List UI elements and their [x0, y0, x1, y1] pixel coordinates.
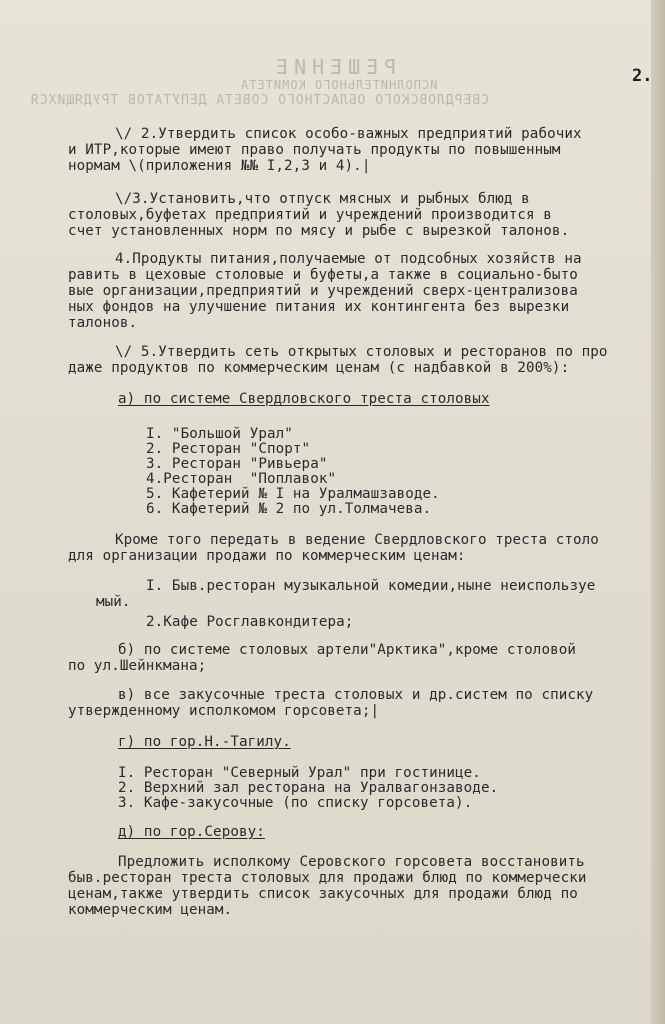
text-line: Кроме того передать в ведение Свердловского треста столо	[115, 532, 599, 548]
text-line: б) по системе столовых артели"Арктика",кроме столовой	[118, 642, 577, 658]
list-item: 2.Кафе Росглавкондитера;	[146, 614, 354, 630]
text-line: в) все закусочные треста столовых и др.систем по списку	[118, 687, 594, 703]
text-line: нормам \(приложения №№ I,2,3 и 4).|	[68, 158, 371, 174]
text-line: для организации продажи по коммерческим ценам:	[68, 548, 466, 564]
text-line: быв.ресторан треста столовых для продажи блюд по коммерчески	[68, 870, 587, 886]
text-line: столовых,буфетах предприятий и учреждений производится в	[68, 207, 552, 223]
bleed-through-subheading: СВЕРДЛОВСКОГО ОБЛАСТНОГО СОВЕТА ДЕПУТАТОВ ТРУДЯЩИХСЯ	[30, 93, 489, 108]
text-line: коммерческим ценам.	[68, 902, 233, 918]
text-line: даже продуктов по коммерческим ценам (с надбавкой в 200%):	[68, 360, 570, 376]
text-line: Предложить исполкому Серовского горсовета восстановить	[118, 854, 585, 870]
list-item: 4.Ресторан "Поплавок"	[146, 471, 337, 487]
text-line: вые организации,предприятий и учреждений сверх-централизова	[68, 283, 578, 299]
page-edge	[651, 0, 665, 1024]
list-item: 3. Кафе-закусочные (по списку горсовета).	[118, 795, 473, 811]
bleed-through-heading: РЕШЕНИЕ	[270, 55, 397, 79]
text-line: ных фондов на улучшение питания их контингента без вырезки	[68, 299, 570, 315]
bleed-through-subheading: ИСПОЛНИТЕЛЬНОГО КОМИТЕТА	[240, 78, 438, 92]
list-item: 2. Верхний зал ресторана на Уралвагонзаводе.	[118, 780, 499, 796]
text-line: \/ 5.Утвердить сеть открытых столовых и ресторанов по про	[115, 344, 608, 360]
text-line: ценам,также утвердить список закусочных для продажи блюд по	[68, 886, 578, 902]
list-item: I. Ресторан "Северный Урал" при гостинице.	[118, 765, 481, 781]
list-item: 3. Ресторан "Ривьера"	[146, 456, 328, 472]
section-heading: д) по гор.Серову:	[118, 824, 265, 840]
text-line: счет установленных норм по мясу и рыбе с вырезкой талонов.	[68, 223, 570, 239]
text-line: \/3.Установить,что отпуск мясных и рыбных блюд в	[115, 191, 530, 207]
text-line: талонов.	[68, 315, 138, 331]
page-number: 2.	[632, 66, 653, 86]
text-line: \/ 2.Утвердить список особо-важных предприятий рабочих	[115, 126, 582, 142]
list-item: I. Быв.ресторан музыкальной комедии,ныне неиспользуе	[146, 578, 596, 594]
list-item: I. "Большой Урал"	[146, 426, 293, 442]
text-line: равить в цеховые столовые и буфеты,а также в социально-быто	[68, 267, 578, 283]
text-line: и ИТР,которые имеют право получать продукты по повышенным	[68, 142, 561, 158]
section-heading: а) по системе Свердловского треста столовых	[118, 391, 490, 407]
text-line: утвержденному исполкомом горсовета;|	[68, 703, 380, 719]
list-item: 5. Кафетерий № I на Уралмашзаводе.	[146, 486, 440, 502]
section-heading: г) по гор.Н.-Тагилу.	[118, 734, 291, 750]
list-item: 2. Ресторан "Спорт"	[146, 441, 311, 457]
list-item: мый.	[96, 594, 131, 610]
text-line: по ул.Шейнкмана;	[68, 658, 207, 674]
list-item: 6. Кафетерий № 2 по ул.Толмачева.	[146, 501, 432, 517]
text-line: 4.Продукты питания,получаемые от подсобных хозяйств на	[115, 251, 582, 267]
